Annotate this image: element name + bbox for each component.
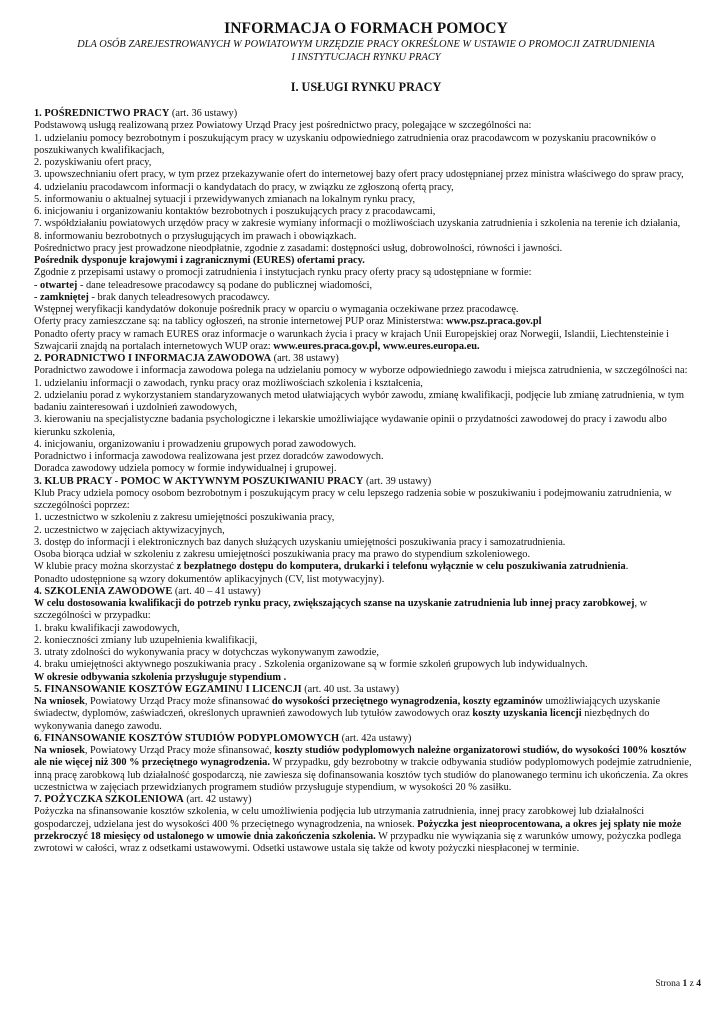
paragraph	[34, 390, 698, 415]
paragraph	[34, 525, 698, 537]
text-run: niezbędnych do wykonywania danego zawodu.	[34, 708, 650, 732]
text-run: 1. braku kwalifikacji zawodowych,	[34, 622, 180, 634]
text-run: 1. udzielaniu pomocy bezrobotnym i poszukującym pracy w uzyskaniu odpowiedniego zatrudnienia oraz pracodawcom w pozyskaniu pracowników o poszukiwanych kwalifikacjach,	[34, 132, 656, 156]
bold-text: www.eures.praca.gov.pl, www.eures.europa.eu.	[273, 340, 480, 352]
footer-label: Strona	[655, 979, 681, 989]
paragraph	[34, 194, 698, 206]
bold-text: 5. FINANSOWANIE KOSZTÓW EGZAMINU I LICENCJI	[34, 683, 302, 695]
text-run: Doradca zawodowy udziela pomocy w formie indywidualnej i grupowej.	[34, 463, 337, 475]
paragraph	[34, 806, 698, 855]
paragraph	[34, 598, 698, 623]
paragraph	[34, 574, 698, 586]
paragraph	[34, 512, 698, 524]
text-run: 2. pozyskiwaniu ofert pracy,	[34, 157, 152, 168]
paragraph	[34, 353, 698, 365]
paragraph	[34, 304, 698, 316]
text-run: (art. 40 ust. 3a ustawy)	[301, 683, 400, 695]
text-run: (art. 40 – 41 ustawy)	[172, 585, 261, 597]
text-run: 4. braku umiejętności aktywnego poszukiwania pracy . Szkolenia organizowane są w formie szkoleń grupowych lub indywidualnych.	[34, 659, 588, 671]
text-run: , Powiatowy Urząd Pracy może sfinansować	[84, 696, 272, 707]
page-number: 1	[682, 979, 688, 989]
paragraph	[34, 635, 698, 647]
paragraph	[34, 561, 698, 573]
bold-text: - zamkniętej	[34, 291, 89, 303]
paragraph	[34, 672, 698, 684]
text-run: (art. 36 ustawy)	[169, 108, 238, 119]
paragraph	[34, 488, 698, 513]
text-run: , w szczególności w przypadku:	[34, 598, 648, 622]
paragraph	[34, 696, 698, 733]
text-run: 4. inicjowaniu, organizowaniu i prowadzeniu grupowych porad zawodowych.	[34, 438, 357, 450]
bold-text: 1. POŚREDNICTWO PRACY	[34, 108, 170, 119]
text-run: Pożyczka na sfinansowanie kosztów szkolenia, w celu umożliwienia podjęcia lub utrzymania zatrudnienia, innej pracy zarobkowej lub działalności gospodarczej, udzielana jest do wysokości 400 % przeciętnego wynagrodzenia, na wniosek.	[34, 806, 645, 830]
paragraph	[34, 157, 698, 169]
paragraph	[34, 549, 698, 561]
text-run: 1. uczestnictwo w szkoleniu z zakresu umiejętności poszukiwania pracy,	[34, 512, 335, 524]
subtitle-line: I INSTYTUCJACH RYNKU PRACY	[291, 51, 441, 63]
paragraph	[34, 378, 698, 390]
text-run: (art. 38 ustawy)	[271, 353, 339, 364]
paragraph	[34, 794, 698, 806]
paragraph	[34, 267, 698, 279]
text-run: Osoba biorąca udział w szkoleniu z zakresu umiejętności poszukiwania pracy ma prawo do stypendium szkoleniowego.	[34, 549, 531, 560]
text-run: Oferty pracy zamieszczane są: na tablicy ogłoszeń, na stronie internetowej PUP oraz Ministerstwa:	[34, 316, 447, 328]
paragraph	[34, 647, 698, 659]
paragraph	[34, 463, 698, 475]
bold-text: Pożyczka jest nieoprocentowana, a okres jej spłaty nie może przekroczyć 18 miesięcy od ustalonego w umowie dnia zakończenia szkolenia.	[34, 818, 682, 842]
paragraph	[34, 169, 698, 181]
bold-text: 6. FINANSOWANIE KOSZTÓW STUDIÓW PODYPLOMOWYCH	[34, 732, 340, 744]
text-run: .	[625, 561, 629, 573]
text-run: 3. utraty zdolności do wykonywania pracy w dotychczas wykonywanym zawodzie,	[34, 647, 379, 658]
text-run: W klubie pracy można skorzystać	[34, 561, 177, 573]
text-run: 3. upowszechnianiu ofert pracy, w tym przez przekazywanie ofert do internetowej bazy ofert pracy udostępnianej przez ministra właściwego do spraw pracy,	[34, 169, 684, 181]
text-run: Klub Pracy udziela pomocy osobom bezrobotnym i poszukującym pracy w celu lepszego radzenia sobie w poszukiwaniu i podejmowaniu zatrudnienia, w szczególności poprzez:	[34, 487, 672, 511]
text-run: - dane teleadresowe pracodawcy są podane do publicznej wiadomości,	[77, 279, 373, 291]
text-run: 2. udzielaniu porad z wykorzystaniem standaryzowanych metod ułatwiających wybór zawodu, zmianę kwalifikacji, podjęcie lub zmianę zatrudnienia, w tym badaniu zainteresowań i uzdolnień zawodowych,	[34, 389, 684, 413]
bold-text: www.psz.praca.gov.pl	[446, 316, 542, 328]
paragraph	[34, 414, 698, 439]
paragraph	[34, 292, 698, 304]
bold-text: koszty studiów podyplomowych należne organizatorowi studiów, do wysokości 100% kosztów ale nie więcej niż 300 % przeciętnego wynagrodzenia.	[34, 745, 687, 769]
text-run: Ponadto udostępnione są wzory dokumentów aplikacyjnych (CV, list motywacyjny).	[34, 573, 385, 585]
bold-text: 3. KLUB PRACY - POMOC W AKTYWNYM POSZUKIWANIU PRACY	[34, 475, 364, 487]
text-run: (art. 42a ustawy)	[339, 732, 412, 744]
paragraph	[34, 231, 698, 243]
paragraph	[34, 218, 698, 230]
text-run: 7. współdziałaniu powiatowych urzędów pracy w zakresie wymiany informacji o możliwościach uzyskania zatrudnienia i szkolenia na terenie ich działania,	[34, 218, 681, 230]
paragraph	[34, 623, 698, 635]
bold-text: 2. PORADNICTWO I INFORMACJA ZAWODOWA	[34, 353, 272, 364]
text-run: 5. informowaniu o aktualnej sytuacji i przewidywanych zmianach na lokalnym rynku pracy,	[34, 193, 416, 205]
bold-text: do wysokości przeciętnego wynagrodzenia, koszty egzaminów	[271, 696, 543, 707]
document-page	[34, 20, 698, 855]
footer-of: z	[689, 979, 694, 989]
subtitle-line: DLA OSÓB ZAREJESTROWANYCH W POWIATOWYM URZĘDZIE PRACY OKREŚLONE W USTAWIE O PROMOCJI ZATRUDNIENIA	[77, 39, 655, 50]
document-body	[34, 108, 698, 855]
text-run: 2. uczestnictwo w zajęciach aktywizacyjnych,	[34, 524, 225, 536]
text-run: W przypadku nie wywiązania się z warunków umowy, pożyczka podlega zwrotowi w całości, wraz z odsetkami ustawowymi. Odsetki ustawowe ustala się także od kwoty pożyczki niespłaconej w terminie.	[34, 830, 682, 854]
text-run: 8. informowaniu bezrobotnych o przysługujących im prawach i obowiązkach.	[34, 230, 357, 242]
paragraph	[34, 586, 698, 598]
paragraph	[34, 684, 698, 696]
text-run: 2. konieczności zmiany lub uzupełnienia kwalifikacji,	[34, 634, 258, 646]
text-run: umożliwiających uzyskanie świadectw, dyplomów, zaświadczeń, określonych uprawnień zawodowych lub tytułów zawodowych oraz	[34, 696, 661, 720]
paragraph	[34, 182, 698, 194]
bold-text: Pośrednik dysponuje krajowymi i zagranicznymi (EURES) ofertami pracy.	[34, 255, 365, 266]
bold-text: Na wniosek	[34, 745, 85, 756]
paragraph	[34, 745, 698, 794]
text-run: 6. inicjowaniu i organizowaniu kontaktów bezrobotnych i poszukujących pracy z pracodawcami,	[34, 206, 436, 217]
document-title: INFORMACJA O FORMACH POMOCY	[224, 20, 508, 37]
text-run: Podstawową usługą realizowaną przez Powiatowy Urząd Pracy jest pośrednictwo pracy, polegające w szczególności na:	[34, 120, 532, 132]
text-run: Poradnictwo zawodowe i informacja zawodowa polega na udzielaniu pomocy w wyborze odpowiedniego zawodu i miejsca zatrudnienia, w szczególności na:	[34, 365, 688, 377]
text-run: , Powiatowy Urząd Pracy może sfinansować,	[84, 745, 275, 756]
page-footer	[655, 979, 701, 989]
text-run: - brak danych teleadresowych pracodawcy.	[88, 291, 270, 303]
bold-text: z bezpłatnego dostępu do komputera, drukarki i telefonu wyłącznie w celu poszukiwania zatrudnienia	[176, 561, 626, 573]
bold-text: 4. SZKOLENIA ZAWODOWE	[34, 585, 173, 597]
bold-text: - otwartej	[34, 279, 78, 291]
text-run: Pośrednictwo pracy jest prowadzone nieodpłatnie, zgodnie z zasadami: dostępności usług, dobrowolności, równości i jawności.	[34, 242, 563, 254]
bold-text: Na wniosek	[34, 696, 85, 707]
paragraph	[34, 120, 698, 132]
text-run: 4. udzielaniu pracodawcom informacji o kandydatach do pracy, w związku ze zgłoszoną ofertą pracy,	[34, 181, 454, 193]
section-title: I. USŁUGI RYNKU PRACY	[290, 80, 442, 94]
paragraph	[34, 733, 698, 745]
paragraph	[34, 537, 698, 549]
text-run: (art. 39 ustawy)	[363, 475, 432, 487]
text-run: (art. 42 ustawy)	[183, 794, 252, 805]
paragraph	[34, 439, 698, 451]
bold-text: W celu dostosowania kwalifikacji do potrzeb rynku pracy, zwiększających szanse na uzyskanie zatrudnienia lub innej pracy zarobkowej	[34, 598, 635, 609]
paragraph	[34, 243, 698, 255]
paragraph	[34, 316, 698, 328]
text-run: W przypadku, gdy bezrobotny w trakcie odbywania studiów podyplomowych podejmie zatrudnienie, inną pracę zarobkową lub działalność gospodarczą, nie zawiesza się dofinansowania kosztów tych studiów do planowanego terminu ich ukończenia. Za okres uczestnictwa w zajęciach przewidzianych programem studiów przysługuje stypendium, w wysokości 20 % zasiłku.	[34, 757, 692, 793]
paragraph	[34, 133, 698, 158]
paragraph	[34, 280, 698, 292]
paragraph	[34, 476, 698, 488]
paragraph	[34, 206, 698, 218]
text-run: 3. kierowaniu na specjalistyczne badania psychologiczne i lekarskie umożliwiające wydawanie opinii o przydatności zawodowej do pracy i zawodu albo kierunku szkolenia,	[34, 414, 667, 438]
document-subtitle	[34, 39, 698, 64]
paragraph	[34, 365, 698, 377]
text-run: 1. udzielaniu informacji o zawodach, rynku pracy oraz możliwościach szkolenia i kształcenia,	[34, 377, 423, 389]
text-run: Wstępnej weryfikacji kandydatów dokonuje pośrednik pracy w oparciu o wymagania oczekiwane przez pracodawcę.	[34, 304, 519, 315]
paragraph	[34, 108, 698, 120]
paragraph	[34, 659, 698, 671]
text-run: 3. dostęp do informacji i elektronicznych baz danych służących uzyskaniu umiejętności poszukiwania pracy i samozatrudnienia.	[34, 536, 566, 548]
bold-text: koszty uzyskania licencji	[472, 708, 582, 720]
bold-text: 7. POŻYCZKA SZKOLENIOWA	[34, 794, 184, 805]
text-run: Zgodnie z przepisami ustawy o promocji zatrudnienia i instytucjach rynku pracy oferty pracy są udostępniane w formie:	[34, 267, 532, 279]
paragraph	[34, 329, 698, 354]
page-total: 4	[696, 979, 701, 989]
text-run: Poradnictwo i informacja zawodowa realizowana jest przez doradców zawodowych.	[34, 451, 384, 462]
bold-text: W okresie odbywania szkolenia przysługuje stypendium .	[34, 671, 287, 683]
text-run: Ponadto oferty pracy w ramach EURES oraz informacje o warunkach życia i pracy w krajach Unii Europejskiej oraz Norwegii, Islandii, Liechtensteinie i Szwajcarii znajdą na portalach internetowych WUP oraz:	[34, 328, 670, 352]
paragraph	[34, 451, 698, 463]
paragraph	[34, 255, 698, 267]
